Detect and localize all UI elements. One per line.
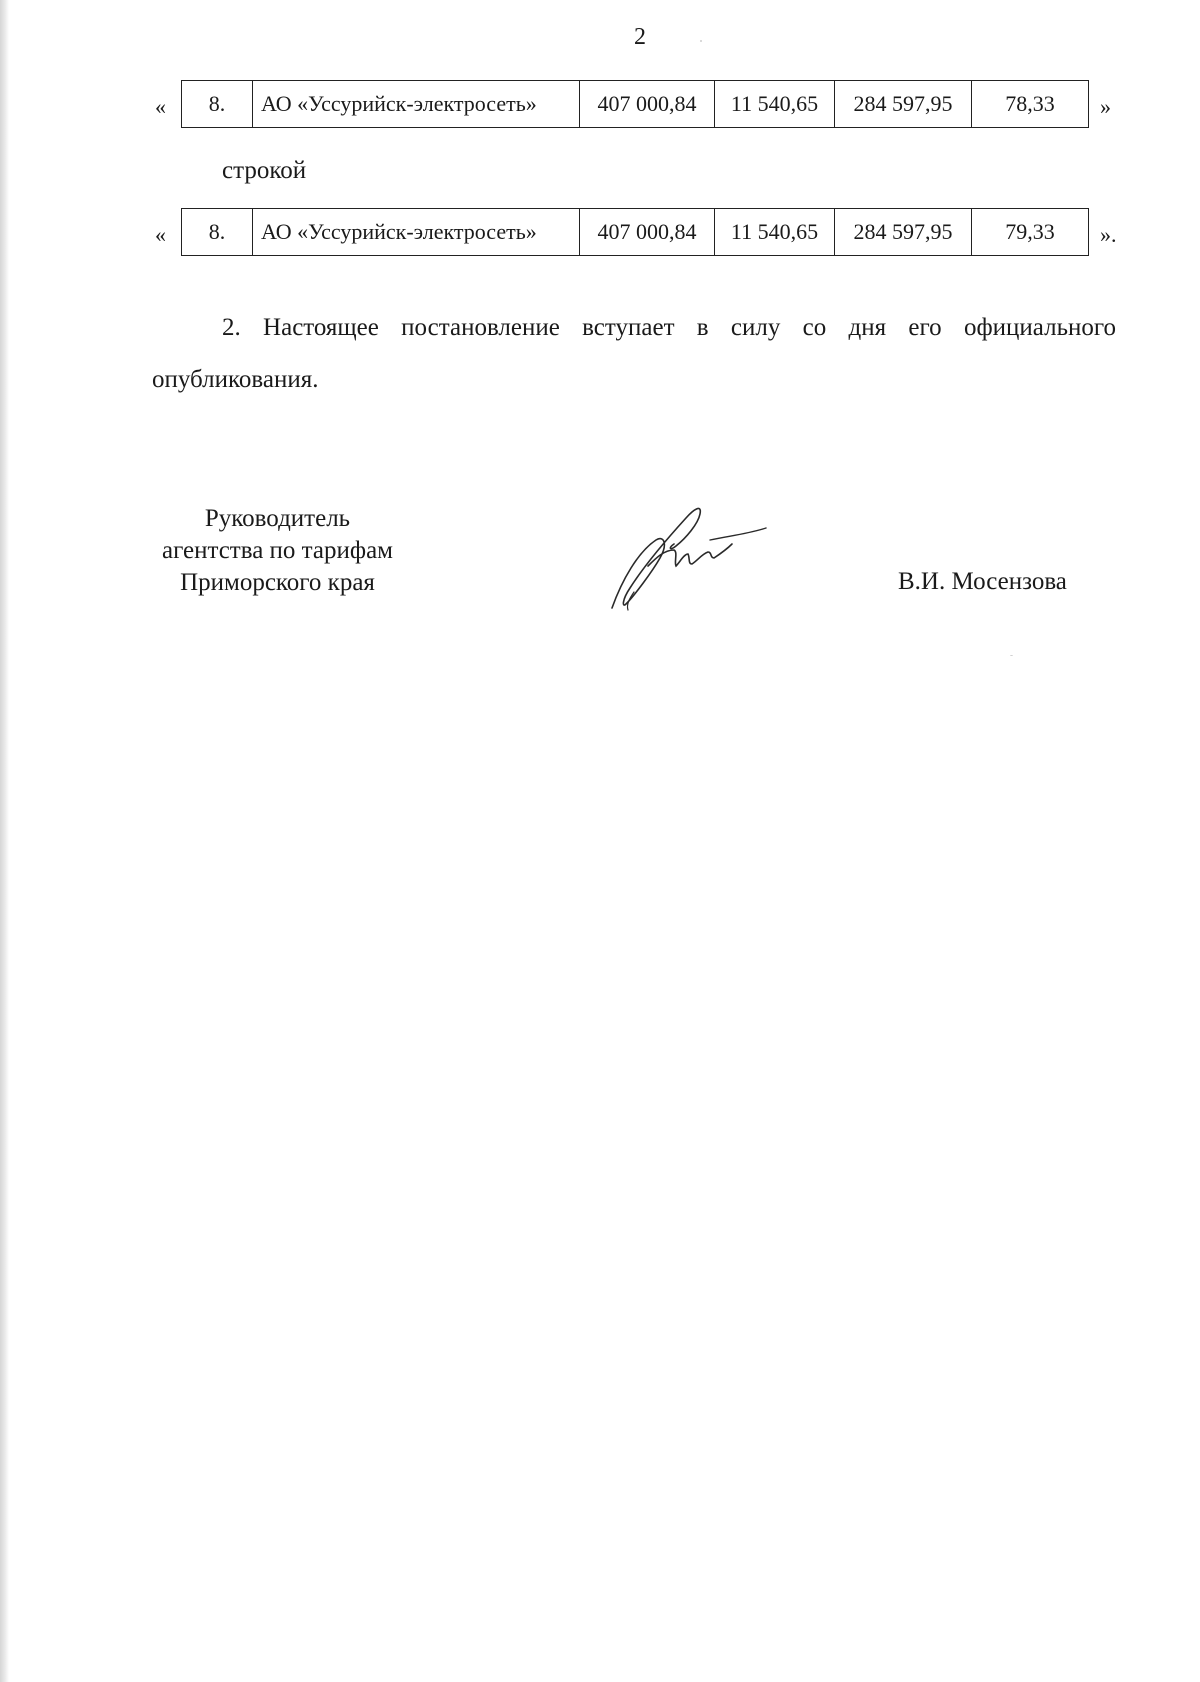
scan-edge — [0, 0, 9, 1682]
closing-quote: » — [1100, 94, 1111, 119]
value-cell-2: 11 540,65 — [715, 209, 835, 256]
value-cell-4: 79,33 — [972, 209, 1089, 256]
opening-quote: « — [155, 94, 166, 119]
effective-date-paragraph: 2. Настоящее постановление вступает в силу со дня его официального опубликования. — [152, 314, 1116, 393]
organization-name: АО «Уссурийск-электросеть» — [253, 81, 580, 128]
signer-title-line: Приморского края — [180, 569, 375, 596]
value-cell-4: 78,33 — [972, 81, 1089, 128]
opening-quote: « — [155, 222, 166, 247]
scan-speck — [700, 40, 702, 42]
row-number: 8. — [182, 81, 253, 128]
signer-title — [140, 503, 415, 599]
tariff-table-new — [181, 208, 1089, 256]
value-cell-1: 407 000,84 — [580, 81, 715, 128]
value-cell-1: 407 000,84 — [580, 209, 715, 256]
handwritten-signature — [604, 500, 774, 615]
page-number: 2 — [634, 24, 646, 50]
closing-quote: ». — [1100, 222, 1117, 247]
table-row-old — [155, 80, 1135, 130]
signer-name: В.И. Мосензова — [898, 568, 1067, 595]
value-cell-2: 11 540,65 — [715, 81, 835, 128]
value-cell-3: 284 597,95 — [835, 209, 972, 256]
connector-word: строкой — [222, 157, 307, 184]
table-row-new — [155, 208, 1135, 258]
tariff-table-old — [181, 80, 1089, 128]
organization-name: АО «Уссурийск-электросеть» — [253, 209, 580, 256]
signer-title-line: Руководитель — [204, 505, 351, 532]
value-cell-3: 284 597,95 — [835, 81, 972, 128]
scan-speck — [1010, 655, 1013, 656]
signer-title-line: агентства по тарифам — [161, 537, 394, 564]
row-number: 8. — [182, 209, 253, 256]
